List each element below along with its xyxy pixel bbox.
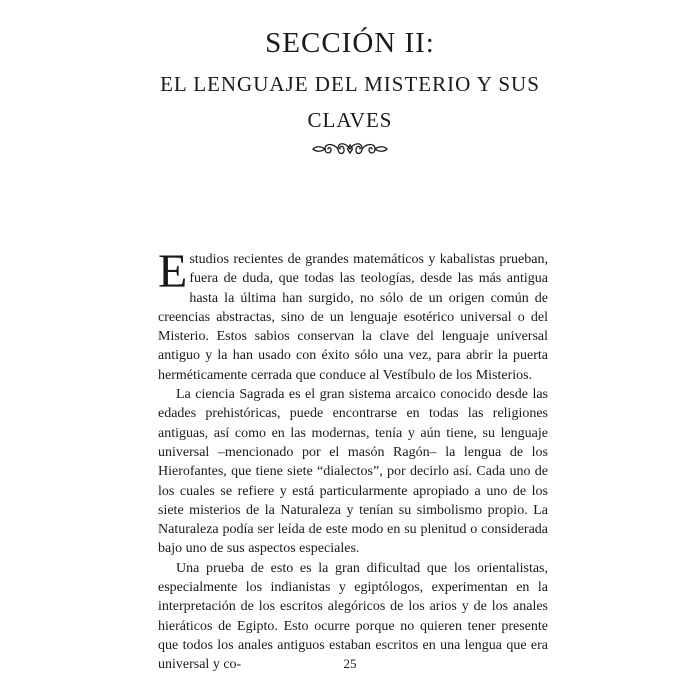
section-title: SECCIÓN II: <box>265 27 435 59</box>
flourish-ornament-icon <box>311 138 389 160</box>
section-subtitle <box>0 68 700 136</box>
body-text <box>158 245 548 675</box>
page-number: 25 <box>343 656 357 671</box>
drop-cap: E <box>158 245 188 298</box>
paragraph-1-text: studios recientes de grandes matemáticos y kabalistas prueban, fuera de duda, que todas las teologías, desde las más antigua hasta la última han surgido, no sólo de un origen común de creencias abstractas, sino de un lenguaje esotérico universal o del Misterio. Estos sabios conservan la clave del lenguaje universal antiguo y la han usado con éxito sólo una vez, para abrir la puerta herméticamente cerrada que conduce al Vestíbulo de los Misterios. <box>158 252 548 383</box>
section-subtitle-line-1: EL LENGUAJE DEL MISTERIO Y SUS <box>160 72 540 96</box>
section-subtitle-line-2: CLAVES <box>307 108 393 132</box>
paragraph-2: La ciencia Sagrada es el gran sistema arcaico conocido desde las edades prehistóricas, puede encontrarse en todas las religiones antiguas, así como en las modernas, tenía y aún tiene, su lenguaje universal –mencionado por el masón Ragón– la lengua de los Hierofantes, que tiene siete “dialectos”, por decirlo así. Cada uno de los cuales se refiere y está particularmente apropiado a uno de los siete misterios de la Naturaleza y tenían su simbolismo propio. La Naturaleza podía ser leída de este modo en su plenitud o considerada bajo uno de sus aspectos especiales. <box>158 387 548 557</box>
paragraph-3: Una prueba de esto es la gran dificultad que los orientalistas, especialmente los indianistas y egiptólogos, experimentan en la interpretación de los escritos alegóricos de los arios y de los anales hieráticos de Egipto. Esto ocurre porque no quieren tener presente que todos los anales antiguos estaban escritos en una lengua que era universal y co- <box>158 560 548 673</box>
paragraph-1 <box>158 245 548 385</box>
